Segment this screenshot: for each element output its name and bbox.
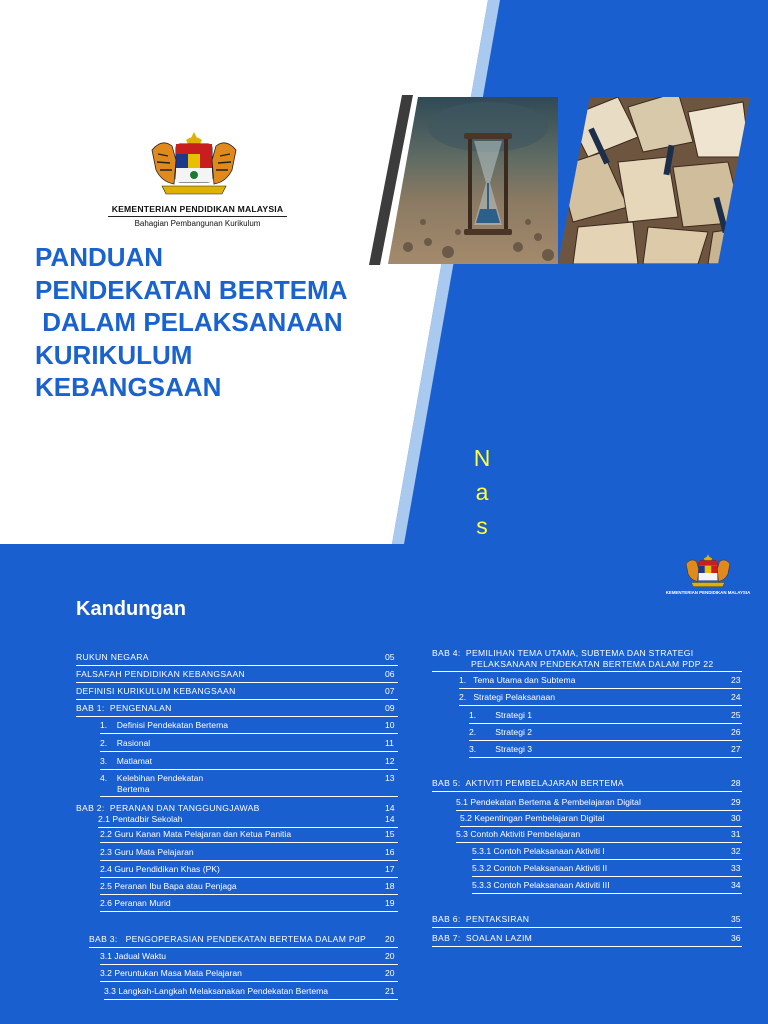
toc-separator <box>76 716 398 717</box>
toc-entry[interactable]: DEFINISI KURIKULUM KEBANGSAAN <box>76 686 236 696</box>
toc-chapter-entry[interactable]: BAB 4: PEMILIHAN TEMA UTAMA, SUBTEMA DAN STRATEGI <box>432 648 694 658</box>
ministry-crest-small-icon <box>684 553 732 589</box>
toc-page-number: 09 <box>385 703 395 713</box>
toc-page-number: 05 <box>385 652 395 662</box>
toc-heading: Kandungan <box>76 598 186 620</box>
toc-page-number: 12 <box>385 756 395 766</box>
table-of-contents <box>0 544 768 1024</box>
title-line: PENDEKATAN BERTEMA <box>35 274 348 305</box>
toc-entry[interactable]: 5.3.1 Contoh Pelaksanaan Aktiviti I <box>472 846 605 856</box>
toc-separator <box>76 665 398 666</box>
toc-separator <box>104 999 398 1000</box>
toc-entry[interactable]: 3. Matlamat <box>100 756 153 766</box>
toc-entry[interactable]: 2.1 Pentadbir Sekolah <box>98 814 183 824</box>
toc-page-number: 26 <box>731 727 741 737</box>
toc-separator <box>456 810 742 811</box>
toc-separator <box>469 757 742 758</box>
toc-chapter-entry[interactable]: BAB 3: PENGOPERASIAN PENDEKATAN BERTEMA DALAM PdP <box>89 934 367 944</box>
toc-entry[interactable]: 2.5 Peranan Ibu Bapa atau Penjaga <box>100 881 237 891</box>
books-illustration <box>558 97 750 264</box>
toc-entry[interactable]: 2. Strategi Pelaksanaan <box>459 692 556 702</box>
toc-entry[interactable]: 5.3.3 Contoh Pelaksanaan Aktiviti III <box>472 880 610 890</box>
title-line: KEBANGSAAN <box>35 372 222 402</box>
vertical-text <box>470 441 494 543</box>
vertical-letter: s <box>476 513 488 539</box>
toc-separator <box>456 842 742 843</box>
toc-separator <box>472 893 742 894</box>
toc-separator <box>76 682 398 683</box>
toc-page-number: 32 <box>731 846 741 856</box>
toc-separator <box>100 981 398 982</box>
toc-separator <box>459 688 742 689</box>
ministry-name-block <box>100 204 295 228</box>
toc-page-number: 06 <box>385 669 395 679</box>
toc-entry[interactable]: 3.2 Peruntukan Masa Mata Pelajaran <box>100 968 242 978</box>
toc-chapter-entry[interactable]: BAB 6: PENTAKSIRAN <box>432 914 530 924</box>
toc-page-number: 14 <box>385 814 395 824</box>
toc-separator <box>432 927 742 928</box>
toc-separator <box>472 859 742 860</box>
toc-entry[interactable]: 5.3.2 Contoh Pelaksanaan Aktiviti II <box>472 863 608 873</box>
toc-entry[interactable]: 2.6 Peranan Murid <box>100 898 171 908</box>
toc-separator <box>100 964 398 965</box>
toc-separator <box>100 842 398 843</box>
toc-page-number: 20 <box>385 934 395 944</box>
vertical-letter: a <box>475 479 489 505</box>
toc-page-number: 10 <box>385 720 395 730</box>
toc-page-number: 14 <box>385 803 395 813</box>
ministry-name-small: KEMENTERIAN PENDIDIKAN MALAYSIA <box>665 590 751 595</box>
toc-entry[interactable]: 5.1 Pendekatan Bertema & Pembelajaran Digital <box>456 797 641 807</box>
books-photo <box>558 97 750 264</box>
hourglass-photo <box>388 97 558 264</box>
toc-entry[interactable]: 1. Strategi 1 <box>469 710 533 720</box>
toc-page-number: 16 <box>385 847 395 857</box>
toc-page-number: 15 <box>385 829 395 839</box>
toc-entry[interactable]: 2. Strategi 2 <box>469 727 533 737</box>
toc-chapter-entry[interactable]: BAB 5: AKTIVITI PEMBELAJARAN BERTEMA <box>432 778 624 788</box>
toc-entry[interactable]: 2. Rasional <box>100 738 151 748</box>
toc-page-number: 25 <box>731 710 741 720</box>
toc-page-number: 07 <box>385 686 395 696</box>
toc-page-number: 21 <box>385 986 395 996</box>
toc-page-number: 35 <box>731 914 741 924</box>
toc-entry[interactable]: 2.2 Guru Kanan Mata Pelajaran dan Ketua Panitia <box>100 829 292 839</box>
toc-entry[interactable]: 1. Definisi Pendekatan Bertema <box>100 720 229 730</box>
title-line: PANDUAN <box>35 242 164 272</box>
toc-separator <box>469 740 742 741</box>
toc-page-number: 29 <box>731 797 741 807</box>
toc-page-number: 36 <box>731 933 741 943</box>
toc-entry-continued: Bertema <box>117 784 150 794</box>
ministry-name: KEMENTERIAN PENDIDIKAN MALAYSIA <box>111 204 284 214</box>
title-line: DALAM PELAKSANAAN <box>35 307 343 337</box>
toc-page-number: 28 <box>731 778 741 788</box>
toc-entry[interactable]: 3.1 Jadual Waktu <box>100 951 167 961</box>
division-name: Bahagian Pembangunan Kurikulum <box>134 219 261 228</box>
ministry-divider <box>108 216 287 217</box>
toc-separator <box>76 699 398 700</box>
toc-page-number: 11 <box>385 738 394 748</box>
toc-page-number: 19 <box>385 898 395 908</box>
toc-entry-continued: PELAKSANAAN PENDEKATAN BERTEMA DALAM PDP 22 <box>471 659 714 669</box>
title-line: KURIKULUM <box>35 339 193 370</box>
hourglass-illustration <box>388 97 558 264</box>
toc-page-number: 20 <box>385 951 395 961</box>
toc-page-number: 17 <box>385 864 395 874</box>
toc-page-number: 13 <box>385 773 395 783</box>
toc-entry[interactable]: 4. Kelebihan Pendekatan <box>100 773 204 783</box>
toc-separator <box>100 894 398 895</box>
vertical-letter: N <box>473 445 491 471</box>
toc-entry[interactable]: FALSAFAH PENDIDIKAN KEBANGSAAN <box>76 669 245 679</box>
toc-page-number: 23 <box>731 675 741 685</box>
toc-page-number: 20 <box>385 968 395 978</box>
toc-page-number: 33 <box>731 863 741 873</box>
toc-separator <box>472 876 742 877</box>
toc-separator <box>432 791 742 792</box>
toc-entry[interactable]: 5.2 Kepentingan Pembelajaran Digital <box>460 813 605 823</box>
toc-entry[interactable]: 1. Tema Utama dan Subtema <box>459 675 576 685</box>
toc-separator <box>100 733 398 734</box>
document-title <box>35 241 385 404</box>
toc-chapter-entry[interactable]: BAB 7: SOALAN LAZIM <box>432 933 533 943</box>
toc-entry[interactable]: 3. Strategi 3 <box>469 744 533 754</box>
toc-entry[interactable]: 2.3 Guru Mata Pelajaran <box>100 847 194 857</box>
toc-separator <box>100 860 398 861</box>
toc-separator <box>100 877 398 878</box>
toc-page-number: 27 <box>731 744 741 754</box>
toc-entry[interactable]: 2.4 Guru Pendidikan Khas (PK) <box>100 864 220 874</box>
toc-separator <box>460 826 742 827</box>
toc-separator <box>89 947 398 948</box>
toc-separator <box>100 769 398 770</box>
toc-page-number: 24 <box>731 692 741 702</box>
toc-chapter-entry[interactable]: BAB 2: PERANAN DAN TANGGUNGJAWAB <box>76 803 260 813</box>
toc-entry[interactable]: 3.3 Langkah-Langkah Melaksanakan Pendekatan Bertema <box>104 986 329 996</box>
toc-separator <box>98 827 398 828</box>
toc-page-number: 18 <box>385 881 395 891</box>
ministry-crest-icon <box>148 130 240 198</box>
toc-entry[interactable]: 5.3 Contoh Aktiviti Pembelajaran <box>456 829 581 839</box>
toc-chapter-entry[interactable]: BAB 1: PENGENALAN <box>76 703 172 713</box>
toc-entry[interactable]: RUKUN NEGARA <box>76 652 149 662</box>
toc-separator <box>469 723 742 724</box>
toc-separator <box>432 946 742 947</box>
toc-page-number: 34 <box>731 880 741 890</box>
toc-page-number: 31 <box>731 829 741 839</box>
toc-separator <box>100 796 398 797</box>
toc-separator <box>100 911 398 912</box>
toc-separator <box>432 671 742 672</box>
toc-separator <box>459 705 742 706</box>
toc-separator <box>100 751 398 752</box>
toc-page-number: 30 <box>731 813 741 823</box>
